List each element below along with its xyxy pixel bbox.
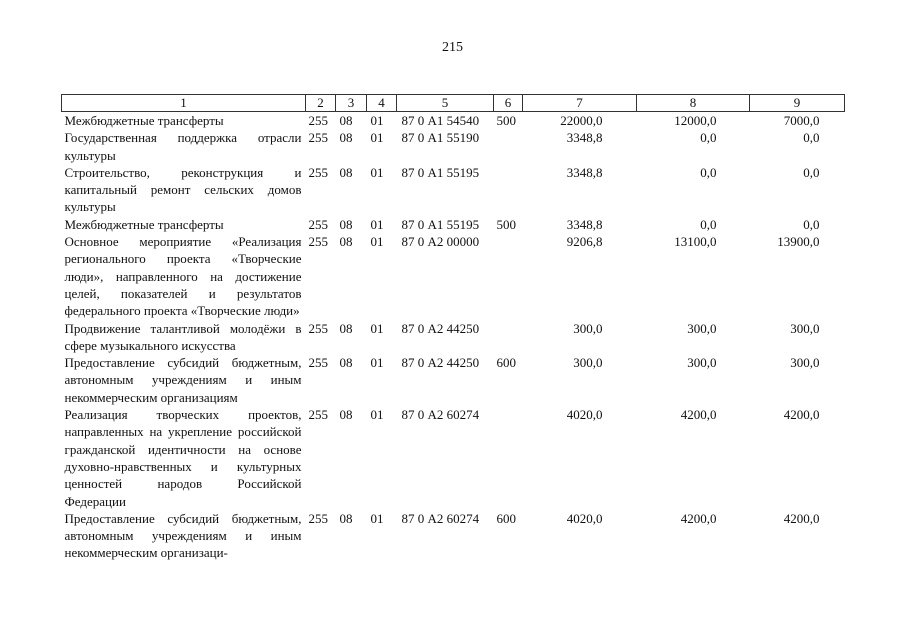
row-target-code: 87 0 А1 54540	[401, 113, 480, 128]
row-expense-type	[494, 233, 523, 319]
row-name: Основное мероприятие «Реализация регионального проекта «Творческие люди», направленного на достижение целей, показателей и результатов федерального проекта «Творческие люди»	[64, 234, 302, 319]
row-amount-col9: 0,0	[803, 130, 820, 146]
row-expense-type: 500	[496, 216, 516, 232]
table-body	[62, 112, 845, 562]
row-expense-type	[494, 320, 523, 355]
row-ministry: 255	[308, 355, 328, 371]
row-subsection: 01	[370, 320, 384, 336]
row-amount-col7: 300,0	[573, 355, 603, 371]
header-col-7: 7	[523, 95, 637, 112]
row-amount-col8: 0,0	[700, 216, 717, 232]
row-amount-col7: 4020,0	[566, 510, 603, 526]
row-name: Межбюджетные трансферты	[64, 113, 224, 128]
header-col-1: 1	[62, 95, 306, 112]
row-amount-col8: 300,0	[687, 355, 717, 371]
row-amount-col9: 300,0	[790, 320, 820, 336]
table-row	[62, 320, 845, 355]
row-target-code: 87 0 А1 55190	[401, 130, 480, 146]
row-section: 08	[339, 113, 353, 128]
row-subsection: 01	[370, 234, 384, 250]
row-amount-col9: 4200,0	[783, 510, 820, 526]
row-ministry: 255	[308, 113, 328, 128]
row-target-code: 87 0 А2 44250	[401, 320, 480, 336]
row-amount-col7: 9206,8	[566, 234, 603, 250]
row-section: 08	[339, 355, 353, 371]
row-amount-col7: 3348,8	[566, 216, 603, 232]
row-ministry: 255	[308, 164, 328, 180]
table-row	[62, 510, 845, 562]
row-name: Строительство, реконструкция и капитальный ремонт сельских домов культуры	[64, 164, 302, 215]
row-amount-col7: 3348,8	[566, 164, 603, 180]
row-ministry: 255	[308, 130, 328, 146]
table-row	[62, 406, 845, 510]
table-row	[62, 112, 845, 130]
row-name: Государственная поддержка отрасли культуры	[64, 130, 302, 163]
table-row	[62, 354, 845, 406]
header-row	[62, 95, 845, 112]
row-expense-type	[494, 406, 523, 510]
row-amount-col8: 0,0	[700, 164, 717, 180]
header-col-5: 5	[397, 95, 494, 112]
row-section: 08	[339, 130, 353, 146]
row-amount-col7: 4020,0	[566, 407, 603, 423]
row-section: 08	[339, 320, 353, 336]
header-col-6: 6	[494, 95, 523, 112]
row-amount-col8: 12000,0	[674, 113, 717, 128]
row-amount-col7: 300,0	[573, 320, 603, 336]
row-name: Продвижение талантливой молодёжи в сфере музыкального искусства	[64, 320, 302, 353]
row-amount-col8: 4200,0	[680, 407, 717, 423]
row-name: Реализация творческих проектов, направленных на укрепление российской гражданской идентичности на основе духовно-нравственных и культурных ценностей народов Российской Федерации	[64, 407, 302, 509]
row-amount-col9: 7000,0	[783, 113, 820, 128]
row-ministry: 255	[308, 510, 328, 526]
table-header	[62, 95, 845, 112]
row-section: 08	[339, 407, 353, 423]
row-target-code: 87 0 А1 55195	[401, 216, 480, 232]
row-amount-col9: 300,0	[790, 355, 820, 371]
row-target-code: 87 0 А2 60274	[401, 407, 480, 423]
row-amount-col9: 4200,0	[783, 407, 820, 423]
page-number: 215	[442, 40, 463, 55]
row-section: 08	[339, 164, 353, 180]
header-col-3: 3	[336, 95, 367, 112]
row-expense-type	[494, 129, 523, 164]
row-expense-type: 600	[496, 510, 516, 526]
row-target-code: 87 0 А2 44250	[401, 355, 480, 371]
row-section: 08	[339, 234, 353, 250]
row-subsection: 01	[370, 355, 384, 371]
row-amount-col8: 300,0	[687, 320, 717, 336]
row-amount-col7: 3348,8	[566, 130, 603, 146]
row-subsection: 01	[370, 510, 384, 526]
header-col-9: 9	[750, 95, 845, 112]
row-subsection: 01	[370, 164, 384, 180]
header-col-2: 2	[306, 95, 336, 112]
row-target-code: 87 0 А2 60274	[401, 510, 480, 526]
row-name: Предоставление субсидий бюджетным, автономным учреждениям и иным некоммерческим организаци-	[64, 510, 302, 561]
row-name: Предоставление субсидий бюджетным, автономным учреждениям и иным некоммерческим организациям	[64, 355, 302, 405]
row-expense-type: 500	[496, 113, 516, 128]
table-row	[62, 216, 845, 233]
row-amount-col8: 13100,0	[674, 234, 717, 250]
row-subsection: 01	[370, 113, 384, 128]
row-amount-col8: 0,0	[700, 130, 717, 146]
row-amount-col9: 13900,0	[777, 234, 820, 250]
row-subsection: 01	[370, 130, 384, 146]
row-name: Межбюджетные трансферты	[64, 216, 224, 232]
row-amount-col9: 0,0	[803, 216, 820, 232]
row-ministry: 255	[308, 234, 328, 250]
row-target-code: 87 0 А1 55195	[401, 164, 480, 180]
row-expense-type	[494, 164, 523, 216]
row-section: 08	[339, 216, 353, 232]
row-section: 08	[339, 510, 353, 526]
row-amount-col7: 22000,0	[560, 113, 603, 128]
table-row	[62, 233, 845, 319]
header-col-8: 8	[637, 95, 750, 112]
table-row	[62, 129, 845, 164]
row-subsection: 01	[370, 216, 384, 232]
row-ministry: 255	[308, 216, 328, 232]
row-ministry: 255	[308, 320, 328, 336]
row-expense-type: 600	[496, 355, 516, 371]
row-subsection: 01	[370, 407, 384, 423]
row-target-code: 87 0 А2 00000	[401, 234, 480, 250]
table-row	[62, 164, 845, 216]
row-amount-col8: 4200,0	[680, 510, 717, 526]
row-amount-col9: 0,0	[803, 164, 820, 180]
header-col-4: 4	[367, 95, 397, 112]
row-ministry: 255	[308, 407, 328, 423]
budget-table	[61, 94, 845, 562]
